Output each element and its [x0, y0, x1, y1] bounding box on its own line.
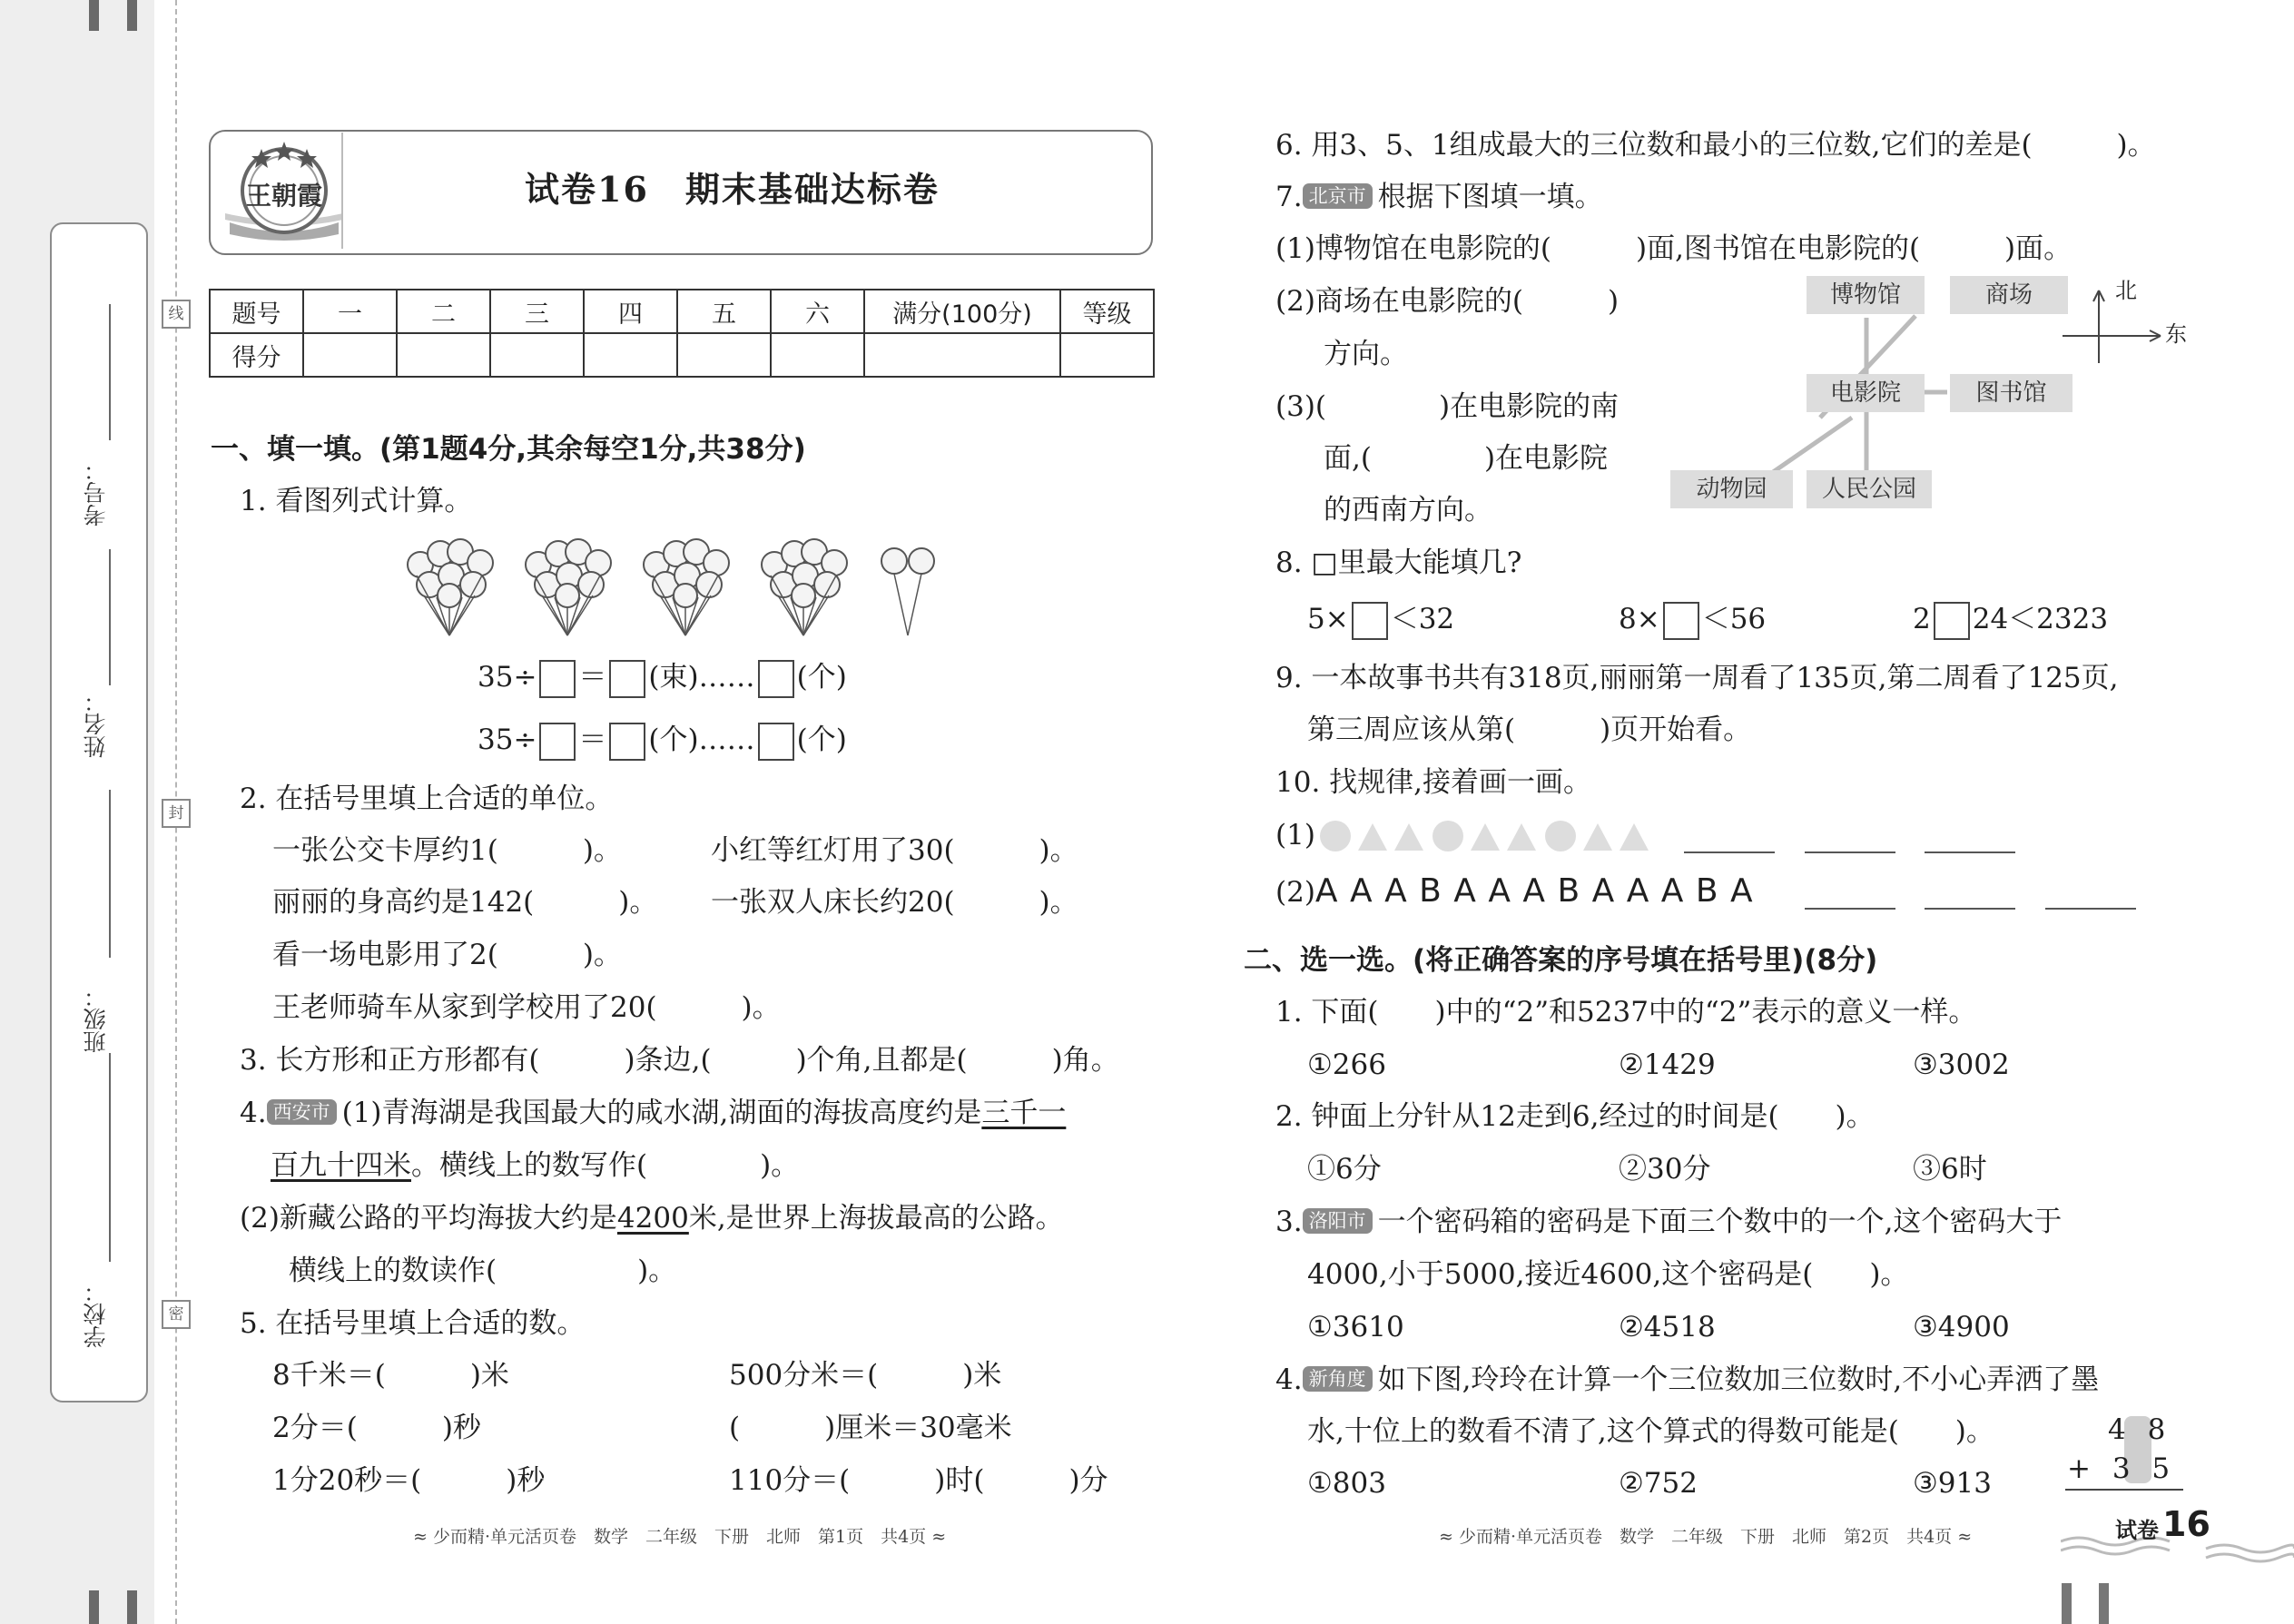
answer-box[interactable]: [1934, 602, 1970, 640]
page-footer: ≈ 少而精·单元活页卷 数学 二年级 下册 北师 第1页 共4页 ≈: [413, 1527, 947, 1547]
formula-text: 5×: [1307, 603, 1349, 635]
balloon-pair: [881, 548, 934, 635]
answer-box[interactable]: [1352, 602, 1388, 640]
q5-item: 1分20秒＝( )秒: [272, 1464, 546, 1497]
table-cell: 题号: [210, 290, 303, 333]
q5-item: 8千米＝( )米: [272, 1359, 509, 1392]
balloon-bunch: [762, 539, 847, 635]
question-number: 4.: [240, 1097, 267, 1129]
q2-item: 一张公交卡厚约1( )。: [272, 834, 622, 867]
answer-blank[interactable]: [1925, 908, 2015, 910]
answer-box[interactable]: [539, 660, 576, 698]
formula-text: (个): [796, 661, 847, 694]
q5-item: 500分米＝( )米: [729, 1359, 1002, 1392]
question-text: 米,是世界上海拔最高的公路。: [688, 1202, 1064, 1235]
table-row: [210, 333, 1154, 377]
table-cell: 三: [490, 290, 584, 333]
answer-blank[interactable]: [1805, 908, 1895, 910]
choice-option[interactable]: ②30分: [1619, 1153, 1711, 1186]
q7-part-3-line: 面,( )在电影院: [1324, 442, 1609, 475]
q2-item: 丽丽的身高约是142( )。: [272, 886, 658, 919]
formula-text: ＜32: [1390, 603, 1455, 635]
choice-option[interactable]: ①3610: [1307, 1311, 1404, 1343]
q2-item: 小红等红灯用了30( )。: [711, 834, 1078, 867]
table-cell: 五: [677, 290, 771, 333]
score-input-cell[interactable]: [397, 333, 490, 377]
binding-mark: [127, 1590, 137, 1624]
question-text: 如下图,玲玲在计算一个三位数加三位数时,不小心弄洒了墨: [1377, 1363, 2100, 1396]
binding-mark: [2099, 1583, 2109, 1624]
question-1: 1. 看图列式计算。: [240, 485, 473, 517]
q7-part-3: (3)( )在电影院的南: [1275, 390, 1620, 423]
q5-item: 2分＝( )秒: [272, 1412, 481, 1444]
underlined-text: 三千一: [981, 1097, 1067, 1129]
q10-part-2: [1275, 873, 1754, 910]
choice-option[interactable]: ③913: [1913, 1467, 1992, 1500]
formula-text: ＝: [578, 661, 607, 694]
q8-item: [1307, 601, 1454, 640]
choice-question-3-line: 4000,小于5000,接近4600,这个密码是( )。: [1307, 1258, 1909, 1291]
choice-option[interactable]: ②1429: [1619, 1048, 1716, 1081]
map-zoo: 动物园: [1670, 470, 1793, 508]
q7-part-3-line: 的西南方向。: [1324, 494, 1492, 527]
choice-question-4: [1275, 1362, 2099, 1398]
name-label: 姓名：: [83, 690, 109, 758]
q2-item: 王老师骑车从家到学校用了20( )。: [272, 991, 781, 1024]
balloons-figure: [404, 537, 1030, 639]
answer-blank[interactable]: [1684, 851, 1775, 853]
q2-item: 一张双人床长约20( )。: [711, 886, 1078, 919]
answer-blank[interactable]: [1925, 851, 2015, 853]
q7-part-2: (2)商场在电影院的( ): [1275, 285, 1620, 318]
formula-text: ＜56: [1701, 603, 1767, 635]
class-field[interactable]: [109, 790, 111, 958]
answer-box[interactable]: [609, 660, 645, 698]
q4-part-2-line: 横线上的数读作( )。: [289, 1255, 677, 1287]
binding-mark: [2062, 1583, 2072, 1624]
table-cell: 二: [397, 290, 490, 333]
q4-part-2: [240, 1200, 1064, 1236]
region-tag: 洛阳市: [1303, 1208, 1373, 1234]
question-9: 9. 一本故事书共有318页,丽丽第一周看了135页,第二周看了125页,: [1275, 662, 2119, 694]
question-text: 根据下图填一填。: [1377, 181, 1603, 213]
choice-question-4-line: 水,十位上的数看不清了,这个算式的得数可能是( )。: [1307, 1415, 1994, 1448]
letter-pattern: A A A B A A A B A A A B A: [1314, 872, 1754, 910]
question-5: 5. 在括号里填上合适的数。: [240, 1307, 586, 1340]
badge-number: 16: [2162, 1504, 2210, 1544]
question-3: 3. 长方形和正方形都有( )条边,( )个角,且都是( )角。: [240, 1044, 1119, 1077]
formula-text: 35÷: [478, 661, 537, 694]
formula-text: 2: [1913, 603, 1931, 635]
title-divider: [341, 133, 343, 249]
q10-part-1: (1): [1275, 819, 1315, 851]
choice-option[interactable]: ①266: [1307, 1048, 1386, 1081]
underlined-text: 百九十四米: [271, 1149, 411, 1182]
part-label: (2): [1275, 876, 1315, 909]
formula-text: (个): [796, 723, 847, 756]
calc-top: 4 8: [2108, 1413, 2166, 1446]
map-library: 图书馆: [1950, 374, 2072, 412]
choice-option[interactable]: ③3002: [1913, 1048, 2010, 1081]
table-cell: 得分: [210, 333, 303, 377]
region-tag: 北京市: [1303, 183, 1373, 209]
question-2: 2. 在括号里填上合适的单位。: [240, 782, 614, 815]
page-footer: ≈ 少而精·单元活页卷 数学 二年级 下册 北师 第2页 共4页 ≈: [1439, 1527, 1973, 1547]
map-museum: 博物馆: [1807, 276, 1925, 314]
question-number: 3.: [1275, 1206, 1303, 1238]
table-cell: 六: [771, 290, 864, 333]
class-label: 班级：: [83, 985, 109, 1053]
section-1-title: 一、填一填。(第1题4分,其余每空1分,共38分): [211, 433, 806, 466]
formula-text: 35÷: [478, 723, 537, 756]
q8-item: [1619, 601, 1766, 640]
q1-formula-1: [478, 659, 847, 698]
q4-line-2: [271, 1147, 799, 1184]
formula-text: (个)……: [648, 723, 755, 756]
balloon-bunch: [408, 539, 493, 635]
question-text: (2)新藏公路的平均海拔大约是: [240, 1202, 617, 1235]
question-number: 4.: [1275, 1363, 1303, 1396]
seal-mark: 线: [162, 300, 191, 329]
score-input-cell[interactable]: [490, 333, 584, 377]
school-label: 学校：: [83, 1280, 109, 1348]
q8-item: [1913, 601, 2108, 640]
table-cell: 一: [303, 290, 397, 333]
score-input-cell[interactable]: [771, 333, 864, 377]
table-cell: 四: [584, 290, 677, 333]
exam-number-label: 考号：: [83, 458, 109, 527]
score-input-cell[interactable]: [303, 333, 397, 377]
binding-mark: [127, 0, 137, 31]
table-cell: 等级: [1060, 290, 1154, 333]
choice-option[interactable]: ③6时: [1913, 1153, 1987, 1186]
q5-item: 110分＝( )时( )分: [729, 1464, 1108, 1497]
choice-question-1: 1. 下面( )中的“2”和5237中的“2”表示的意义一样。: [1275, 996, 1977, 1029]
question-10: 10. 找规律,接着画一画。: [1275, 766, 1592, 799]
choice-question-2: 2. 钟面上分针从12走到6,经过的时间是( )。: [1275, 1100, 1875, 1133]
score-input-cell[interactable]: [864, 333, 1060, 377]
choice-option[interactable]: ③4900: [1913, 1311, 2010, 1343]
choice-option[interactable]: ②4518: [1619, 1311, 1716, 1343]
map-park: 人民公园: [1807, 470, 1932, 508]
formula-text: 8×: [1619, 603, 1660, 635]
map-cinema: 电影院: [1807, 374, 1925, 412]
compass-north: 北: [2115, 278, 2137, 303]
calc-bottom: + 3 5: [2067, 1452, 2171, 1485]
answer-box[interactable]: [609, 723, 645, 761]
question-7: [1275, 179, 1603, 215]
logo-text: 王朝霞: [245, 181, 322, 211]
region-tag: 新角度: [1303, 1366, 1373, 1392]
question-6: 6. 用3、5、1组成最大的三位数和最小的三位数,它们的差是( )。: [1275, 129, 2156, 162]
answer-blank[interactable]: [2045, 908, 2136, 910]
formula-text: 24＜2323: [1972, 603, 2109, 635]
choice-question-3: [1275, 1204, 2062, 1240]
question-number: 7.: [1275, 181, 1303, 213]
q2-item: 看一场电影用了2( )。: [272, 939, 622, 971]
exam-number-field[interactable]: [109, 304, 111, 440]
choice-option[interactable]: ①803: [1307, 1467, 1386, 1500]
q5-item: ( )厘米＝30毫米: [729, 1412, 1012, 1444]
question-9-line: 第三周应该从第( )页开始看。: [1307, 714, 1752, 746]
q1-formula-2: [478, 722, 847, 761]
answer-box[interactable]: [1663, 602, 1699, 640]
choice-option[interactable]: ①6分: [1307, 1153, 1382, 1186]
answer-box[interactable]: [758, 660, 794, 698]
shape-pattern: [1318, 819, 1663, 853]
score-input-cell[interactable]: [584, 333, 677, 377]
badge-label: 试卷: [2115, 1518, 2159, 1543]
score-input-cell[interactable]: [677, 333, 771, 377]
section-2-title: 二、选一选。(将正确答案的序号填在括号里)(8分): [1244, 944, 1878, 977]
region-tag: 西安市: [267, 1099, 337, 1125]
balloon-bunch: [644, 539, 729, 635]
balloon-bunch: [526, 539, 611, 635]
answer-box[interactable]: [758, 723, 794, 761]
formula-text: ＝: [578, 723, 607, 756]
question-text: 一个密码箱的密码是下面三个数中的一个,这个密码大于: [1377, 1206, 2063, 1238]
score-table: [209, 289, 1155, 378]
question-8: 8. □里最大能填几?: [1275, 546, 1522, 579]
answer-box[interactable]: [539, 723, 576, 761]
map-mall: 商场: [1950, 276, 2068, 314]
formula-text: (束)……: [648, 661, 755, 694]
binding-mark: [89, 1590, 99, 1624]
logo: [225, 136, 343, 247]
q7-part-2-line: 方向。: [1324, 338, 1408, 370]
question-text: (1)青海湖是我国最大的咸水湖,湖面的海拔高度约是: [341, 1097, 982, 1129]
answer-blank[interactable]: [1805, 851, 1895, 853]
seal-mark: 密: [162, 1300, 191, 1329]
score-input-cell[interactable]: [1060, 333, 1154, 377]
binding-mark: [89, 0, 99, 31]
underlined-text: 4200: [616, 1202, 689, 1235]
question-text: 。横线上的数写作( )。: [411, 1149, 800, 1182]
table-cell: 满分(100分): [864, 290, 1060, 333]
compass-east: 东: [2165, 321, 2187, 347]
question-4: [240, 1095, 1066, 1131]
table-row: [210, 290, 1154, 333]
name-field[interactable]: [109, 549, 111, 685]
school-field[interactable]: [109, 1053, 111, 1262]
q7-part-1: (1)博物馆在电影院的( )面,图书馆在电影院的( )面。: [1275, 232, 2072, 265]
choice-option[interactable]: ②752: [1619, 1467, 1698, 1500]
calc-line: [2065, 1489, 2183, 1491]
seal-mark: 封: [162, 799, 191, 828]
student-info-box: [50, 222, 148, 1403]
page-title: 试卷16 期末基础达标卷: [525, 169, 940, 210]
